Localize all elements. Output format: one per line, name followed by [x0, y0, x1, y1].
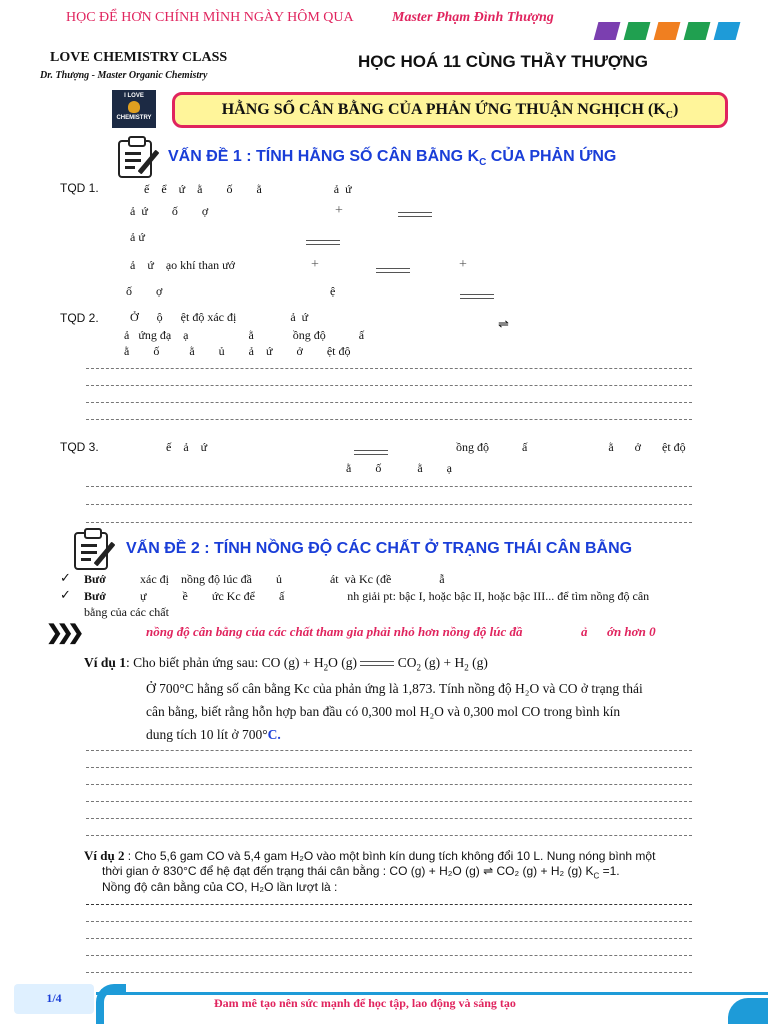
step2-text-cont: bằng của các chất: [84, 605, 169, 619]
tqd2-line2: ả ứng đạ ạ ằ ồng độ ấ: [124, 328, 365, 342]
color-block: [714, 22, 741, 40]
tqd2-line3: ằ ố ằ ủ ả ứ ở ệt độ: [124, 344, 351, 358]
love-chemistry-logo: [112, 90, 156, 128]
example1-para3-end: C.: [267, 727, 281, 742]
example1-para1: Ở 700°C hằng số cân bằng Kc của phản ứng là 1,873. Tính nồng độ H₂O và CO ở trạng thái: [146, 681, 643, 696]
example2-label: Ví dụ 2: [84, 848, 125, 863]
step1-text: xác đị nồng độ lúc đầ ủ át và Kc (đề ẫ: [140, 572, 445, 586]
equilibrium-arrow: [460, 288, 494, 306]
answer-line: [86, 750, 692, 751]
section1-title: [168, 148, 616, 168]
answer-line: [86, 385, 692, 386]
clipboard-icon: [118, 140, 152, 178]
banner-close: ): [672, 101, 679, 118]
example2-line2b: CO₂ (g) + H₂ (g) K: [496, 864, 594, 878]
triple-chevron-icon: ❯❯❯: [46, 622, 79, 644]
topic-banner: [172, 92, 728, 128]
tqd1-line2: ả ứ: [130, 230, 145, 244]
color-block: [654, 22, 681, 40]
logo-line1: I LOVE: [124, 93, 144, 99]
equilibrium-arrow: [354, 444, 388, 462]
answer-line: [86, 504, 692, 505]
equilibrium-harpoon-icon: ⇌: [483, 864, 494, 878]
color-block: [684, 22, 711, 40]
answer-line: [86, 921, 692, 922]
page-number: 1/4: [14, 984, 94, 1014]
example1-reaction: [84, 651, 488, 680]
color-block: [624, 22, 651, 40]
answer-line: [86, 402, 692, 403]
example2-line1: [84, 848, 655, 864]
equilibrium-harpoon-icon: ⇌: [498, 316, 509, 331]
example1-para3: [146, 723, 281, 746]
answer-line: [86, 767, 692, 768]
example2-line1-text: : Cho 5,6 gam CO và 5,4 gam H₂O vào một bình kín dung tích không đổi 10 L. Nung nóng bình một: [124, 849, 656, 863]
plus-sign: +: [459, 257, 467, 272]
section1-title-sub: C: [479, 157, 487, 169]
answer-line: [86, 904, 692, 905]
answer-line: [86, 955, 692, 956]
footer-decoration: [96, 984, 126, 1024]
check-icon: ✓: [60, 587, 71, 602]
section1-title-text: VẤN ĐỀ 1 : TÍNH HẰNG SỐ CÂN BẰNG K: [168, 148, 480, 165]
tqd3-line1b: ồng độ ấ ằ ở ệt độ: [456, 440, 686, 454]
clipboard-icon: [74, 532, 108, 570]
tqd3-line1a: ế ả ứ: [166, 440, 208, 454]
example1-para2: cân bằng, biết rằng hỗn hợp ban đầu có 0,300 mol H₂O và 0,300 mol CO trong bình kín: [146, 704, 621, 719]
example1-reaction-end: (g) + H: [420, 655, 465, 670]
answer-line: [86, 419, 692, 420]
answer-line: [86, 522, 692, 523]
step2-text: ự ề ức Kc để ấ nh giải pt: bậc I, hoặc bậc II, hoặc bậc III... để tìm nồng độ cân: [140, 589, 650, 603]
sub-2: 2: [416, 662, 421, 673]
example2-line3: Nồng độ cân bằng của CO, H₂O lần lượt là :: [102, 880, 338, 894]
tqd1-line1: ả ứ ố ợ: [130, 204, 209, 218]
tqd2-line1: Ở ộ ệt độ xác đị ả ứ: [130, 310, 309, 324]
tqd2-label: TQD 2.: [60, 311, 99, 325]
example1-product-co2: CO: [397, 655, 417, 670]
step1-label: Bướ: [84, 572, 106, 586]
answer-line: [86, 784, 692, 785]
tqd1-line4: ố ợ: [126, 284, 163, 298]
section2-title: VẤN ĐỀ 2 : TÍNH NỒNG ĐỘ CÁC CHẤT Ở TRẠNG THÁI CÂN BẰNG: [126, 540, 633, 557]
example1-reaction-left: : Cho biết phản ứng sau: CO (g) + H: [126, 655, 324, 670]
answer-line: [86, 835, 692, 836]
plus-sign: +: [335, 203, 343, 218]
sub-c: C: [593, 871, 600, 881]
color-block: [594, 22, 621, 40]
example1-para3-text: dung tích 10 lít ở 700°: [146, 727, 268, 742]
equilibrium-arrow: [306, 234, 340, 252]
tqd1-line3: ả ứ ạo khí than ướ: [130, 258, 235, 272]
course-title: HỌC HOÁ 11 CÙNG THẦY THƯỢNG: [358, 52, 648, 71]
example1-label: Ví dụ 1: [84, 655, 127, 670]
equilibrium-arrow: [360, 661, 394, 667]
check-icon: ✓: [60, 570, 71, 585]
banner-text: HẰNG SỐ CÂN BẰNG CỦA PHẢN ỨNG THUẬN NGHỊCH (K: [221, 101, 666, 118]
sub-2: 2: [323, 662, 329, 673]
example1-reaction-tail: (g): [468, 655, 488, 670]
logo-line2: CHEMISTRY: [116, 115, 152, 121]
tqd1-line0: ế ể ứ ằ ố ằ ả ứ: [144, 182, 352, 196]
answer-line: [86, 486, 692, 487]
sub-2: 2: [464, 662, 469, 673]
header-slogan: HỌC ĐỂ HƠN CHÍNH MÌNH NGÀY HÔM QUA: [66, 10, 354, 25]
example2-line2d: =1.: [599, 864, 620, 878]
step2-label: Bướ: [84, 589, 106, 603]
example2-line2: [102, 864, 620, 880]
flask-icon: [128, 101, 140, 113]
tqd1-line4b: ệ: [330, 284, 336, 298]
header-color-blocks: [596, 22, 746, 42]
section1-title-end: CỦA PHẢN ỨNG: [486, 148, 617, 165]
brand-title: LOVE CHEMISTRY CLASS: [50, 50, 228, 65]
answer-line: [86, 801, 692, 802]
brand-subtitle: Dr. Thượng - Master Organic Chemistry: [40, 70, 208, 81]
answer-line: [86, 818, 692, 819]
answer-line: [86, 972, 692, 973]
tqd1-label: TQD 1.: [60, 181, 99, 195]
answer-line: [86, 368, 692, 369]
footer-motto: Đam mê tạo nên sức mạnh để học tập, lao động và sáng tạo: [214, 996, 516, 1010]
tqd3-label: TQD 3.: [60, 440, 99, 454]
equilibrium-arrow: [376, 262, 410, 280]
equilibrium-arrow: [398, 206, 432, 224]
footer-divider: [96, 992, 768, 995]
note-text: nồng độ cân bằng của các chất tham gia phải nhỏ hơn nồng độ lúc đầ ả ớn hơn 0: [146, 624, 656, 639]
plus-sign: +: [311, 257, 319, 272]
answer-line: [86, 938, 692, 939]
banner-sub: C: [665, 110, 673, 122]
example1-reaction-mid: O (g): [328, 655, 357, 670]
tqd3-line2: ằ ố ằ ạ: [346, 461, 452, 475]
footer-corner-decoration: [728, 998, 768, 1024]
header-author: Master Phạm Đình Thượng: [392, 10, 554, 25]
example2-line2a: thời gian ở 830°C để hệ đạt đến trạng thái cân bằng : CO (g) + H₂O (g): [102, 864, 480, 878]
